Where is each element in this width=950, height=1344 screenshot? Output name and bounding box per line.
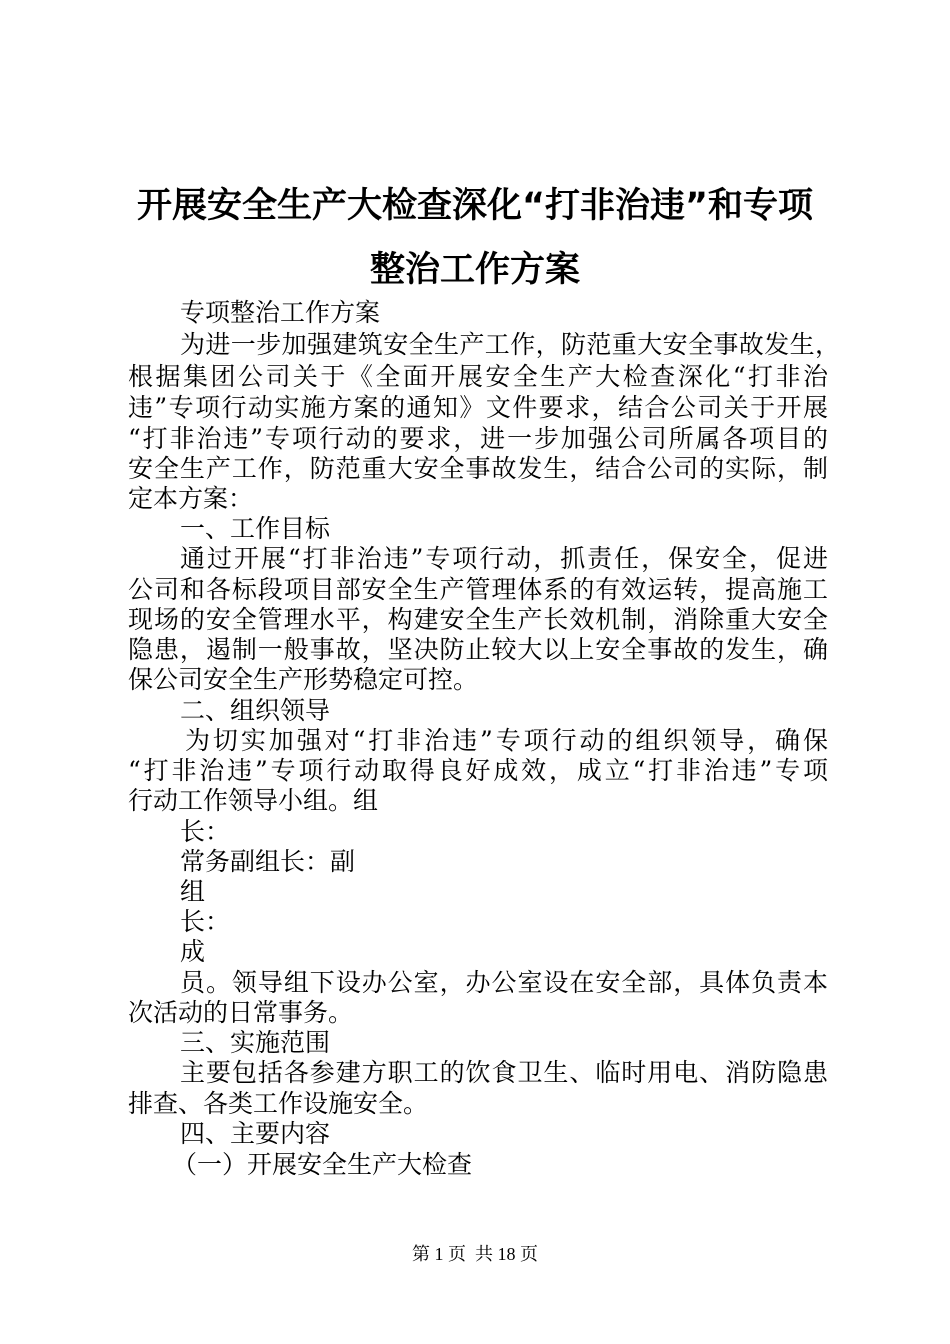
paragraph-line: 成: [180, 937, 206, 966]
document-title-line-1: 开展安全生产大检查深化“打非治违”和专项: [136, 186, 813, 226]
paragraph-line: 安全生产工作，防范重大安全事故发生，结合公司的实际，制: [128, 454, 828, 483]
paragraph-line: 违”专项行动实施方案的通知》文件要求，结合公司关于开展: [128, 393, 828, 422]
paragraph-line: 组: [180, 877, 206, 906]
paragraph-line: 根据集团公司关于《全面开展安全生产大检查深化“打非治: [128, 362, 828, 391]
section-heading: 一、工作目标: [180, 514, 331, 543]
paragraph-line: 为切实加强对“打非治违”专项行动的组织领导，确保: [185, 726, 828, 755]
paragraph-line: 次活动的日常事务。: [128, 998, 354, 1027]
subsection-heading: （一）开展安全生产大检查: [172, 1150, 473, 1179]
paragraph-line: 常务副组长：副: [180, 847, 356, 876]
paragraph-line: “打非治违”专项行动的要求，进一步加强公司所属各项目的: [128, 424, 828, 453]
paragraph-line: 长：: [180, 817, 231, 846]
paragraph-line: “打非治违”专项行动取得良好成效，成立“打非治违”专项: [128, 756, 828, 785]
section-heading: 二、组织领导: [180, 696, 331, 725]
paragraph-line: 行动工作领导小组。组: [128, 786, 379, 815]
section-heading: 四、主要内容: [180, 1119, 331, 1148]
paragraph-line: 主要包括各参建方职工的饮食卫生、临时用电、消防隐患: [180, 1058, 828, 1087]
paragraph-line: 保公司安全生产形势稳定可控。: [128, 665, 479, 694]
paragraph-line: 隐患，遏制一般事故，坚决防止较大以上安全事故的发生，确: [128, 635, 828, 664]
paragraph-line: 排查、各类工作设施安全。: [128, 1089, 429, 1118]
paragraph-line: 通过开展“打非治违”专项行动，抓责任，保安全，促进: [180, 544, 828, 573]
document-title-line-2: 整治工作方案: [369, 250, 580, 290]
paragraph-line: 员。领导组下设办公室，办公室设在安全部，具体负责本: [180, 968, 828, 997]
paragraph-line: 公司和各标段项目部安全生产管理体系的有效运转，提高施工: [128, 575, 828, 604]
page-number-footer: 第 1 页 共 18 页: [412, 1244, 538, 1264]
paragraph-line: 现场的安全管理水平，构建安全生产长效机制，消除重大安全: [128, 605, 828, 634]
paragraph-line: 定本方案：: [128, 484, 254, 513]
paragraph-line: 长：: [180, 907, 231, 936]
section-heading: 专项整治工作方案: [180, 298, 381, 327]
paragraph-line: 为进一步加强建筑安全生产工作，防范重大安全事故发生，: [180, 330, 840, 359]
section-heading: 三、实施范围: [180, 1028, 331, 1057]
